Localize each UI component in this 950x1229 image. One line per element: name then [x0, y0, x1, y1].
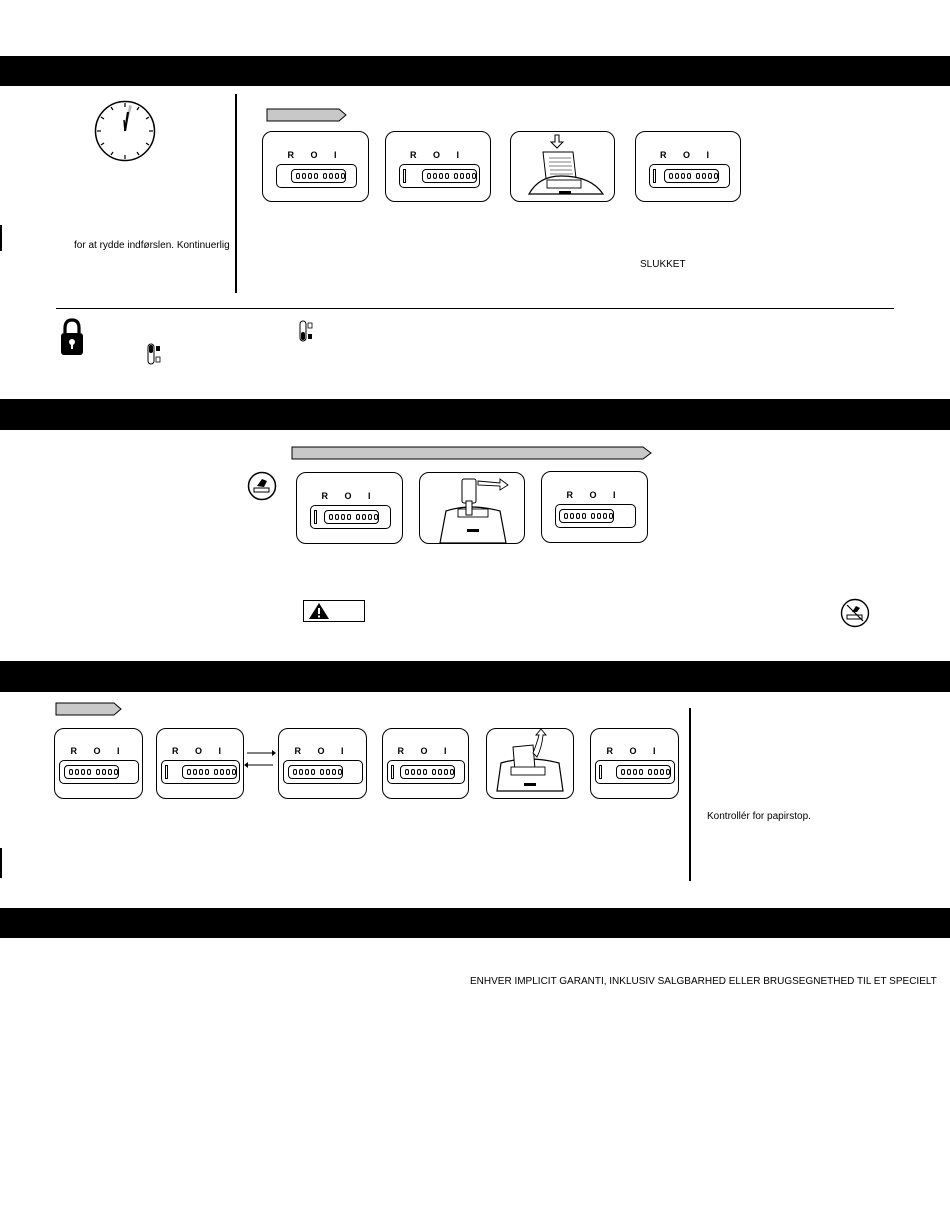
shredder-paper-jam-icon [420, 473, 524, 543]
shredder-pull-paper-icon [487, 729, 573, 798]
switch-knob[interactable] [182, 765, 237, 779]
switch-label: R O I [606, 746, 663, 756]
switch-label: R O I [287, 150, 344, 160]
shredder-paper-feed-panel [510, 131, 615, 202]
switch-body[interactable] [399, 164, 480, 188]
status-off-label: SLUKKET [640, 259, 686, 270]
section-header-band-1 [0, 56, 950, 86]
switch-knob[interactable] [288, 765, 343, 779]
section3-divider [689, 708, 691, 881]
switch-knob[interactable] [400, 765, 455, 779]
step-arrow-tab-2 [291, 446, 653, 460]
clock-note: for at rydde indførslen. Kontinuerlig [74, 240, 230, 251]
switch-knob[interactable] [324, 510, 379, 524]
step-arrow-tab-1 [266, 108, 348, 122]
switch-panel-off [635, 131, 741, 202]
switch-label: R O I [409, 150, 466, 160]
clock-icon [94, 100, 156, 162]
paper-check-note: Kontrollér for papirstop. [707, 811, 811, 822]
switch-label: R O I [321, 491, 378, 501]
section1-divider [235, 94, 237, 293]
switch-panel-c [278, 728, 367, 799]
switch-label: R O I [70, 746, 127, 756]
padlock-icon [60, 318, 84, 356]
switch-panel-b [156, 728, 244, 799]
switch-body[interactable] [555, 504, 636, 528]
switch-label: R O I [171, 746, 228, 756]
lock-toggle-icon [147, 343, 161, 365]
step-arrow-tab-3 [55, 702, 123, 716]
switch-label: R O I [397, 746, 454, 756]
section-header-band-4 [0, 908, 950, 938]
switch-knob[interactable] [559, 509, 614, 523]
switch-body[interactable] [276, 164, 357, 188]
switch-panel-reverse-2 [296, 472, 403, 544]
switch-body[interactable] [649, 164, 730, 188]
warranty-text: ENHVER IMPLICIT GARANTI, INKLUSIV SALGBARHED ELLER BRUGSEGNETHED TIL ET SPECIELT [470, 976, 937, 987]
switch-label: R O I [294, 746, 351, 756]
section-header-band-2 [0, 399, 950, 430]
switch-panel-reverse [262, 131, 369, 202]
warning-triangle-icon [308, 602, 330, 620]
switch-panel-e [590, 728, 679, 799]
switch-body[interactable] [161, 760, 240, 784]
switch-knob[interactable] [616, 765, 671, 779]
shredder-paper-feed-icon [511, 132, 614, 201]
switch-label: R O I [566, 490, 623, 500]
section-header-band-3 [0, 661, 950, 692]
shredder-paper-jam-panel [419, 472, 525, 544]
switch-panel-auto-2 [541, 471, 648, 543]
switch-knob[interactable] [64, 765, 119, 779]
lock-toggle-icon [299, 320, 313, 342]
switch-label: R O I [659, 150, 716, 160]
keep-hands-away-icon [840, 598, 870, 628]
switch-body[interactable] [59, 760, 139, 784]
hand-feed-icon [247, 471, 277, 501]
switch-body[interactable] [595, 760, 675, 784]
left-edge-mark-2 [0, 848, 2, 878]
switch-body[interactable] [310, 505, 391, 529]
section1-rule [56, 308, 894, 309]
switch-body[interactable] [283, 760, 363, 784]
switch-panel-a [54, 728, 143, 799]
switch-panel-auto [385, 131, 491, 202]
switch-panel-d [382, 728, 469, 799]
switch-body[interactable] [387, 760, 465, 784]
warning-box [303, 600, 365, 622]
alternate-arrows-icon [244, 748, 276, 770]
switch-knob[interactable] [664, 169, 719, 183]
left-edge-mark [0, 225, 2, 251]
switch-knob[interactable] [291, 169, 346, 183]
switch-knob[interactable] [422, 169, 477, 183]
shredder-pull-paper-panel [486, 728, 574, 799]
